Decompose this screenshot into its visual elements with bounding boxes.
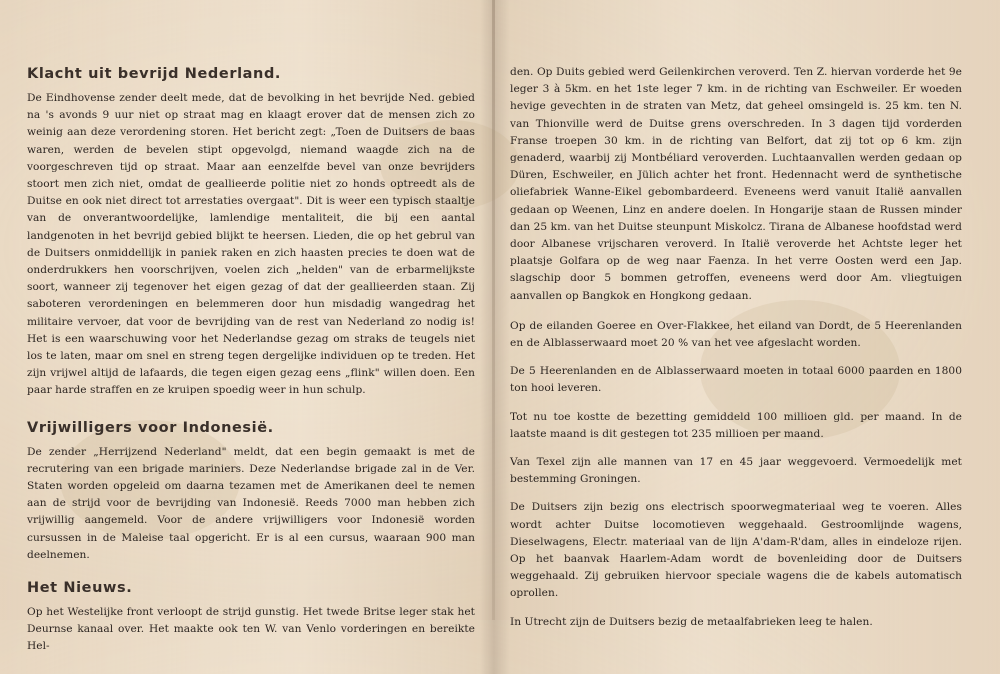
paragraph-spoorweg: De Duitsers zijn bezig ons electrisch spoorwegmateriaal weg te voeren. Alles wordt achter Duitse locomotieven weggehaald. Gestroomlijnde wagens, Dieselwagens, Electr. materiaal van de lijn A'dam-R'dam, alles in eindeloze rijen. Op het baanvak Haarlem-Adam wordt de bovenleiding door de Duitsers weggehaald. Zij gebruiken hiervoor speciale wagens die de kabels automatisch oprollen.	[510, 501, 962, 600]
paragraph-vrijwilligers: De zender „Herrijzend Nederland" meldt, dat een begin gemaakt is met de recrutering van een brigade mariniers. Deze Nederlandse brigade zal in de Ver. Staten worden opgeleid om daarna tezamen met de Amerikanen deel te nemen aan de strijd voor de bevrijding van Indonesië. Reeds 7000 man hebben zich vrijwillig aangemeld. Voor de andere vrijwilligers voor Indonesië worden cursussen in de Maleise taal opgericht. Er is al een cursus, waaraan 900 man deelnemen.	[27, 445, 475, 561]
paragraph-utrecht: In Utrecht zijn de Duitsers bezig de metaalfabrieken leeg te halen.	[510, 615, 873, 628]
paragraph-klacht: De Eindhovense zender deelt mede, dat de bevolking in het bevrijde Ned. gebied na 's avonds 9 uur niet op straat mag en klaagt erover dat de mensen zich zo weinig aan deze verordening storen. Het bericht zegt: „Toen de Duitsers de baas waren, werden de bevelen stipt opgevolgd, niemand waagde zich na de voorgeschreven tijd op straat. Maar aan eenzelfde bevel van onze bevrijders stoort men zich niet, omdat de geallieerde politie niet zo honds optreedt als de Duitse en ook niet direct tot arrestaties overgaat". Dit is weer een typisch staaltje van de onverantwoordelijke, lamlendige mentaliteit, die bij een aantal landgenoten in het bevrijd gebied blijkt te heersen. Lieden, die op het gebrul van de Duitsers onmiddellijk in paniek raken en zich haasten precies te doen wat de onderdrukkers hen voorschrijven, voelen zich „helden" van de erbarmelijkste soort, wanneer zij tegenover het eigen gezag of dat der geallieerden staan. Zij saboteren verordeningen en belemmeren door hun misdadig wangedrag het militaire vervoer, dat voor de bevrijding van de rest van Nederland zo nodig is! Het is een waarschuwing voor het Nederlandse gezag om straks de teugels niet los te laten, maar om snel en streng tegen dergelijke individuen op te treden. Het zijn vrijwel altijd de lafaards, die tegen eigen gezag eens „flink" willen doen. Een paar harde straffen en ze kruipen spoedig weer in hun schulp.	[27, 92, 475, 397]
paragraph-vee: Op de eilanden Goeree en Over-Flakkee, het eiland van Dordt, de 5 Heerenlanden en de Alblasserwaard moet 20 % van het vee afgeslacht worden.	[510, 319, 962, 350]
heading-vrijwilligers: Vrijwilligers voor Indonesië.	[27, 419, 274, 436]
section-nieuws	[27, 578, 475, 656]
right-column	[510, 64, 962, 642]
section-klacht	[27, 64, 475, 400]
section-vrijwilligers	[27, 418, 475, 564]
left-column	[27, 64, 475, 674]
paragraph-paarden: De 5 Heerenlanden en de Alblasserwaard moeten in totaal 6000 paarden en 1800 ton hooi leveren.	[510, 365, 962, 395]
heading-nieuws: Het Nieuws.	[27, 580, 133, 597]
paragraph-texel: Van Texel zijn alle mannen van 17 en 45 jaar weggevoerd. Vermoedelijk met bestemming Groningen.	[510, 456, 962, 486]
page-fold	[492, 0, 495, 620]
paragraph-nieuws: Op het Westelijke front verloopt de strijd gunstig. Het twede Britse leger stak het Deurnse kanaal over. Het maakte ook ten W. van Venlo vorderingen en bereikte Hel-	[27, 606, 475, 653]
paragraph-bezetting-kosten: Tot nu toe kostte de bezetting gemiddeld 100 millioen gld. per maand. In de laatste maand is dit gestegen tot 235 millioen per maand.	[510, 410, 962, 440]
heading-klacht: Klacht uit bevrijd Nederland.	[27, 66, 282, 82]
paragraph-front-news: den. Op Duits gebied werd Geilenkirchen veroverd. Ten Z. hiervan vorderde het 9e leger 3 à 5km. en het 1ste leger 7 km. in de richting van Eschweiler. Er woeden hevige gevechten in de straten van Metz, dat geheel omsingeld is. 25 km. ten N. van Thionville werd de Duitse grens overschreden. In 3 dagen tijd vorderden Franse troepen 30 km. in de richting van Belfort, dat zij tot op 6 km. zijn genaderd, waarbij zij Montbéliard veroverden. Luchtaanvallen werden gedaan op Düren, Eschweiler, en Jülich achter het front. Hedennacht werd de synthetische oliefabriek Wanne-Eikel gebombardeerd. Eveneens werd vanuit Italië aanvallen gedaan op Weenen, Linz en andere doelen. In Hongarije staan de Russen minder dan 25 km. van het Duitse steunpunt Miskolcz. Tirana de Albanese hoofdstad werd door Albanese vrijscharen veroverd. In Italië veroverde het Achtste leger het plaatsje Golfara op de weg naar Faenza. In het verre Oosten werd een Jap. slagschip door 5 bommen getroffen, eveneens werd door Am. vliegtuigen aanvallen op Bangkok en Hongkong gedaan.	[510, 66, 962, 302]
